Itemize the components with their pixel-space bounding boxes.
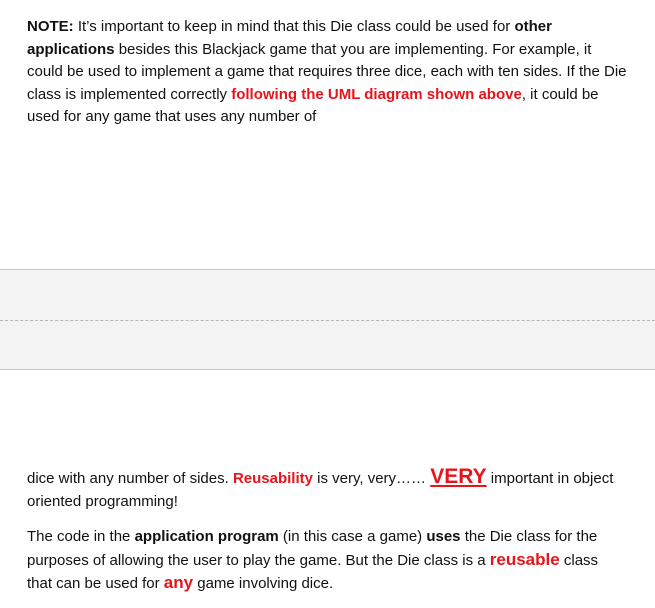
application-bold-uses: uses bbox=[426, 528, 461, 545]
note-label: NOTE: bbox=[27, 18, 74, 35]
document-page-lower bbox=[0, 370, 655, 608]
application-red-any: any bbox=[163, 573, 194, 592]
application-text-5: game involving dice. bbox=[193, 575, 334, 592]
continuation-paragraph bbox=[27, 466, 627, 513]
application-text-2: (in this case a game) bbox=[278, 528, 427, 545]
application-bold-application-program: application program bbox=[134, 528, 279, 545]
continuation-text-2: is very, very…… bbox=[312, 470, 431, 487]
application-red-reusable: reusable bbox=[489, 549, 560, 569]
application-paragraph bbox=[27, 526, 627, 596]
application-text-3: the Die class for the purposes of allowing the user to play the game. But the Die class is a bbox=[27, 528, 598, 569]
page-break-divider bbox=[0, 320, 655, 321]
continuation-text-1: dice with any number of sides. bbox=[27, 470, 233, 487]
note-paragraph bbox=[27, 16, 627, 129]
note-bold-other-applications: other applications bbox=[27, 18, 552, 58]
note-text-1: It’s important to keep in mind that this Die class could be used for bbox=[73, 18, 515, 35]
note-red-uml-reference: following the UML diagram shown above bbox=[231, 85, 522, 103]
application-text-1: The code in the bbox=[27, 528, 135, 545]
continuation-red-very: VERY bbox=[430, 465, 487, 488]
note-text-3: , it could be used for any game that uses any number of bbox=[27, 85, 599, 125]
continuation-red-reusability: Reusability bbox=[232, 470, 313, 487]
continuation-text-3: important in object oriented programming! bbox=[27, 470, 614, 510]
page-break-area bbox=[0, 269, 655, 370]
note-text-2: besides this Blackjack game that you are implementing. For example, it could be used to implement a game that requires three dice, each with ten sides. If the Die class is implemented correctly bbox=[27, 40, 627, 103]
document-page-upper bbox=[0, 0, 655, 269]
application-text-4: class that can be used for bbox=[27, 551, 599, 592]
